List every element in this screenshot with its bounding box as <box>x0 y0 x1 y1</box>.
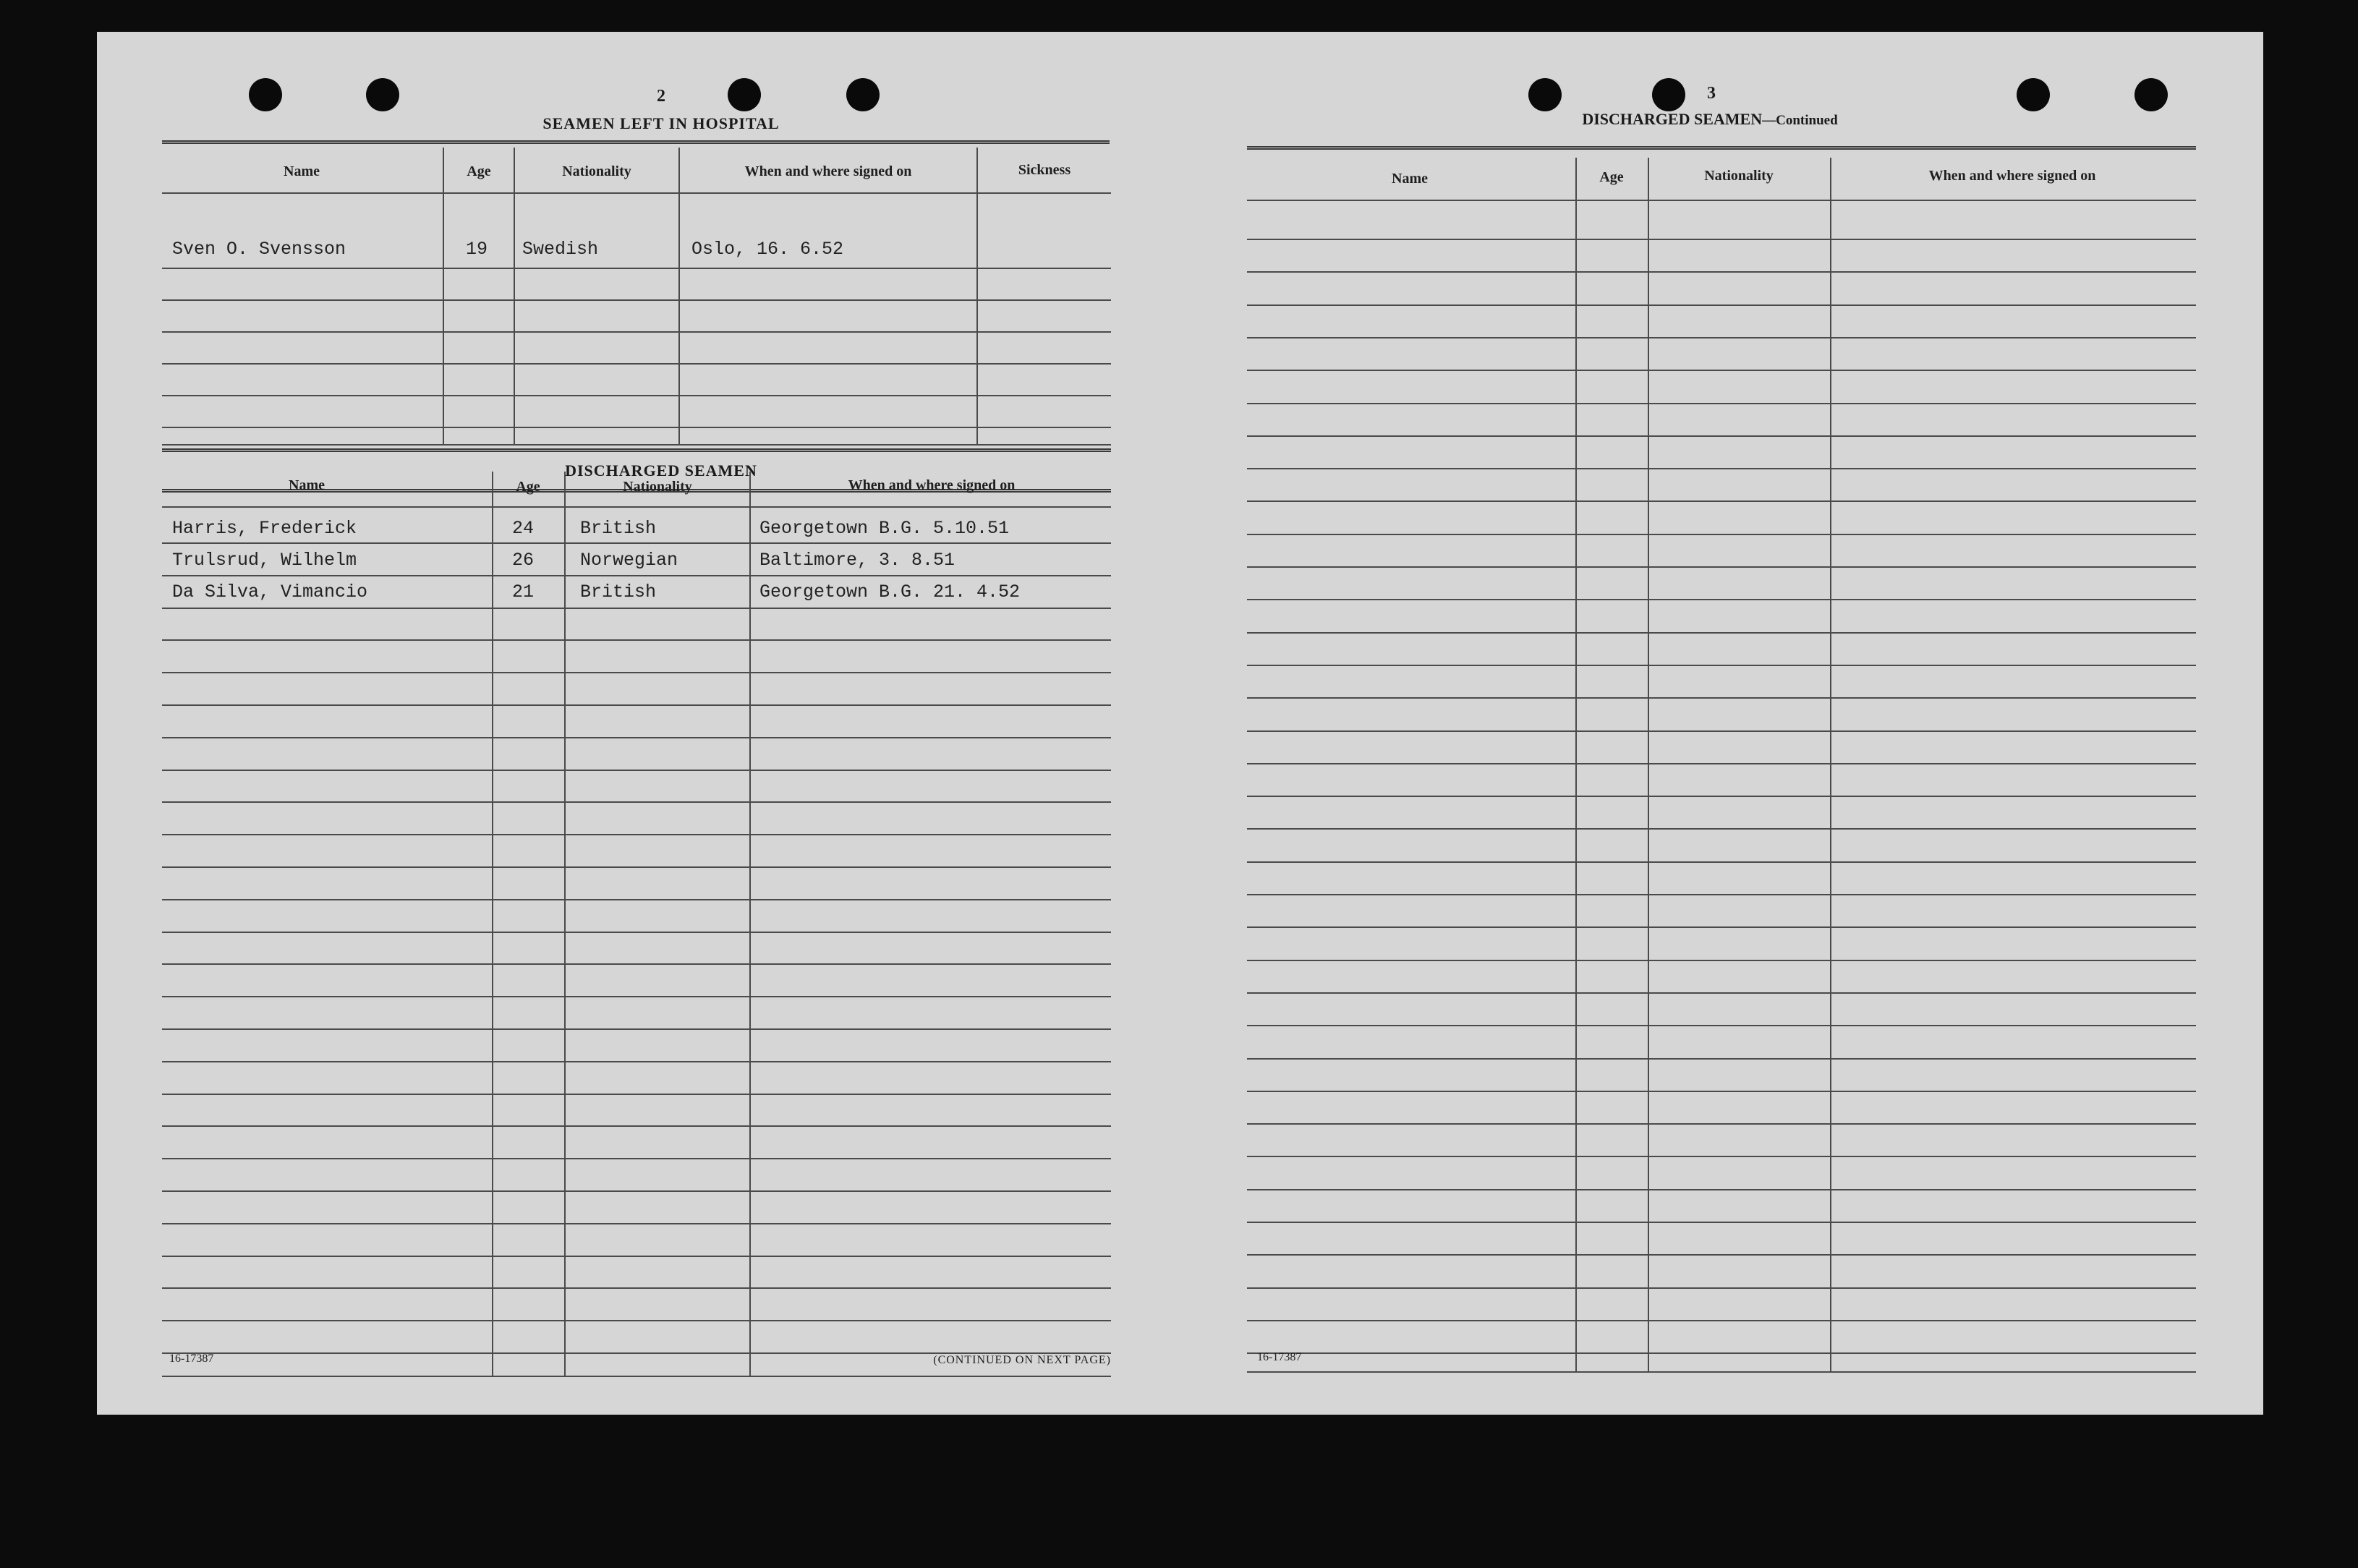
punch-hole <box>846 78 880 111</box>
right-row-line <box>1247 730 2196 732</box>
right-header-signed-on: When and where signed on <box>1928 168 2096 184</box>
hospital-col-divider <box>678 148 680 446</box>
discharged-row-2-signed-on: Georgetown B.G. 21. 4.52 <box>759 581 1021 602</box>
hospital-row-nationality: Swedish <box>522 239 599 260</box>
hospital-header-rule <box>162 192 1111 194</box>
right-row-line <box>1247 566 2196 568</box>
hospital-row-line <box>162 395 1111 396</box>
discharged-row-1-age: 26 <box>512 550 535 571</box>
hospital-header-sickness: Sickness <box>1018 162 1071 178</box>
discharged-row-line <box>162 1028 1111 1030</box>
discharged-row-0-nationality: British <box>580 518 657 539</box>
discharged-row-2-nationality: British <box>580 581 657 602</box>
right-header-rule <box>1247 200 2196 201</box>
ledger-sheet <box>97 32 2263 1415</box>
discharged-top-rule <box>162 448 1111 452</box>
page-number-left: 2 <box>657 87 665 106</box>
punch-hole <box>728 78 761 111</box>
right-row-line <box>1247 1189 2196 1190</box>
right-row-line <box>1247 1287 2196 1289</box>
right-row-line <box>1247 1222 2196 1223</box>
right-row-line <box>1247 435 2196 437</box>
discharged-row-line <box>162 932 1111 933</box>
right-section-title <box>1529 110 1891 129</box>
discharged-row-line <box>162 996 1111 997</box>
hospital-col-divider <box>976 148 978 446</box>
right-row-line <box>1247 1320 2196 1321</box>
discharged-row-1-name: Trulsrud, Wilhelm <box>172 550 357 571</box>
right-row-line <box>1247 468 2196 469</box>
discharged-row-line <box>162 1320 1111 1321</box>
punch-hole <box>2134 78 2168 111</box>
right-header-age: Age <box>1599 169 1624 185</box>
form-number-right: 16-17387 <box>1257 1351 1302 1363</box>
hospital-header-signed-on: When and where signed on <box>744 163 912 179</box>
discharged-row-line <box>162 801 1111 803</box>
discharged-header-rule <box>162 506 1111 508</box>
right-row-line <box>1247 861 2196 863</box>
discharged-row-1-signed-on: Baltimore, 3. 8.51 <box>759 550 955 571</box>
right-row-line <box>1247 1254 2196 1256</box>
right-row-line <box>1247 894 2196 895</box>
right-row-line <box>1247 304 2196 306</box>
right-row-line <box>1247 926 2196 928</box>
punch-hole <box>2017 78 2050 111</box>
right-top-rule <box>1247 146 2196 150</box>
discharged-row-2-age: 21 <box>512 581 535 602</box>
discharged-row-line <box>162 963 1111 965</box>
right-row-line <box>1247 337 2196 338</box>
right-row-line <box>1247 992 2196 994</box>
punch-hole <box>1652 78 1685 111</box>
discharged-row-line <box>162 866 1111 868</box>
hospital-header-name: Name <box>284 163 320 179</box>
hospital-row-name: Sven O. Svensson <box>172 239 346 260</box>
right-title-suffix: —Continued <box>1762 113 1838 128</box>
hospital-row-age: 19 <box>466 239 488 260</box>
discharged-row-line <box>162 1287 1111 1289</box>
discharged-row-line <box>162 1061 1111 1062</box>
right-row-line <box>1247 271 2196 273</box>
right-row-line <box>1247 239 2196 240</box>
discharged-row-line <box>162 608 1111 609</box>
right-row-line <box>1247 534 2196 535</box>
right-row-line <box>1247 665 2196 666</box>
hospital-row-line <box>162 363 1111 365</box>
right-row-line <box>1247 828 2196 830</box>
discharged-row-line <box>162 1158 1111 1159</box>
right-row-line <box>1247 500 2196 502</box>
hospital-row-line <box>162 427 1111 428</box>
right-row-line <box>1247 763 2196 764</box>
discharged-row-line <box>162 1256 1111 1257</box>
hospital-header-age: Age <box>467 163 491 179</box>
discharged-row-line <box>162 639 1111 641</box>
hospital-header-nationality: Nationality <box>562 163 631 179</box>
right-row-line <box>1247 796 2196 797</box>
hospital-top-rule <box>162 140 1110 144</box>
discharged-row-2-name: Da Silva, Vimancio <box>172 581 368 602</box>
hospital-col-divider <box>514 148 515 446</box>
hospital-row-signed-on: Oslo, 16. 6.52 <box>691 239 844 260</box>
discharged-row-line <box>162 737 1111 738</box>
right-col-divider <box>1575 158 1577 1373</box>
discharged-row-line <box>162 770 1111 771</box>
right-row-line <box>1247 1091 2196 1092</box>
right-col-divider <box>1648 158 1649 1373</box>
discharged-section-title: DISCHARGED SEAMEN <box>565 461 757 480</box>
discharged-row-line <box>162 575 1111 576</box>
right-col-divider <box>1830 158 1831 1373</box>
right-row-line <box>1247 1123 2196 1125</box>
hospital-row-line <box>162 268 1111 269</box>
discharged-row-line <box>162 1223 1111 1224</box>
right-row-line <box>1247 1156 2196 1157</box>
right-row-line <box>1247 370 2196 371</box>
right-row-line <box>1247 403 2196 404</box>
discharged-header-age: Age <box>516 479 540 495</box>
discharged-row-line <box>162 1190 1111 1192</box>
discharged-row-line <box>162 834 1111 835</box>
hospital-row-line <box>162 299 1111 301</box>
discharged-row-1-nationality: Norwegian <box>580 550 678 571</box>
discharged-row-0-name: Harris, Frederick <box>172 518 357 539</box>
discharged-row-line <box>162 899 1111 900</box>
right-row-line <box>1247 697 2196 699</box>
punch-hole <box>1528 78 1562 111</box>
form-number-left: 16-17387 <box>169 1352 214 1365</box>
right-header-name: Name <box>1392 171 1428 187</box>
discharged-row-line <box>162 542 1111 544</box>
discharged-header-name: Name <box>289 477 325 493</box>
hospital-row-line <box>162 331 1111 333</box>
right-row-line <box>1247 1352 2196 1354</box>
discharged-bottom-rule <box>162 1376 1111 1377</box>
right-row-line <box>1247 1058 2196 1060</box>
right-header-nationality: Nationality <box>1704 168 1774 184</box>
right-row-line <box>1247 960 2196 961</box>
discharged-row-line <box>162 704 1111 706</box>
right-title-main: DISCHARGED SEAMEN <box>1582 110 1763 128</box>
discharged-row-0-signed-on: Georgetown B.G. 5.10.51 <box>759 518 1010 539</box>
discharged-row-line <box>162 1094 1111 1095</box>
punch-hole <box>366 78 399 111</box>
hospital-section-title: SEAMEN LEFT IN HOSPITAL <box>542 114 780 132</box>
continued-note: (CONTINUED ON NEXT PAGE) <box>933 1354 1111 1366</box>
discharged-row-0-age: 24 <box>512 518 535 539</box>
discharged-row-line <box>162 672 1111 673</box>
hospital-bottom-rule <box>162 444 1111 446</box>
discharged-header-nationality: Nationality <box>623 479 692 495</box>
page-number-right: 3 <box>1707 84 1716 103</box>
discharged-header-signed-on: When and where signed on <box>848 477 1016 493</box>
right-bottom-rule <box>1247 1371 2196 1373</box>
right-row-line <box>1247 632 2196 634</box>
right-row-line <box>1247 1025 2196 1026</box>
punch-hole <box>249 78 282 111</box>
hospital-col-divider <box>443 148 444 446</box>
discharged-row-line <box>162 1125 1111 1127</box>
right-row-line <box>1247 599 2196 600</box>
